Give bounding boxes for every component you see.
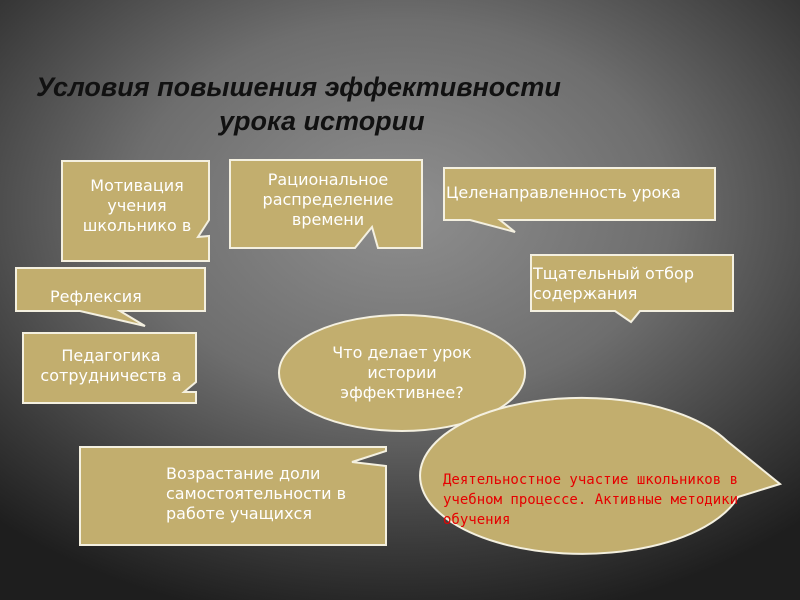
callout-content-text: Тщательный отбор содержания xyxy=(533,264,694,303)
callout-time-text: Рациональное распределение времени xyxy=(262,170,394,229)
callout-independence-text: Возрастание доли самостоятельности в работе учащихся xyxy=(166,464,347,523)
callout-activity-text: Деятельностное участие школьников в учебном процессе. Активные методики обучения xyxy=(443,472,739,528)
callout-purpose-text: Целенаправленность урока xyxy=(446,183,681,202)
callout-reflection-text: Рефлексия xyxy=(50,287,142,306)
page-title xyxy=(36,70,676,138)
callout-pedagogy-text: Педагогика сотрудничеств а xyxy=(40,346,182,385)
question-text: Что делает урок истории эффективнее? xyxy=(332,343,472,402)
title-line-2: урока истории xyxy=(219,106,425,136)
callout-motivation-text: Мотивация учения школьнико в xyxy=(82,176,192,235)
title-line-1: Условия повышения эффективности xyxy=(36,72,561,102)
